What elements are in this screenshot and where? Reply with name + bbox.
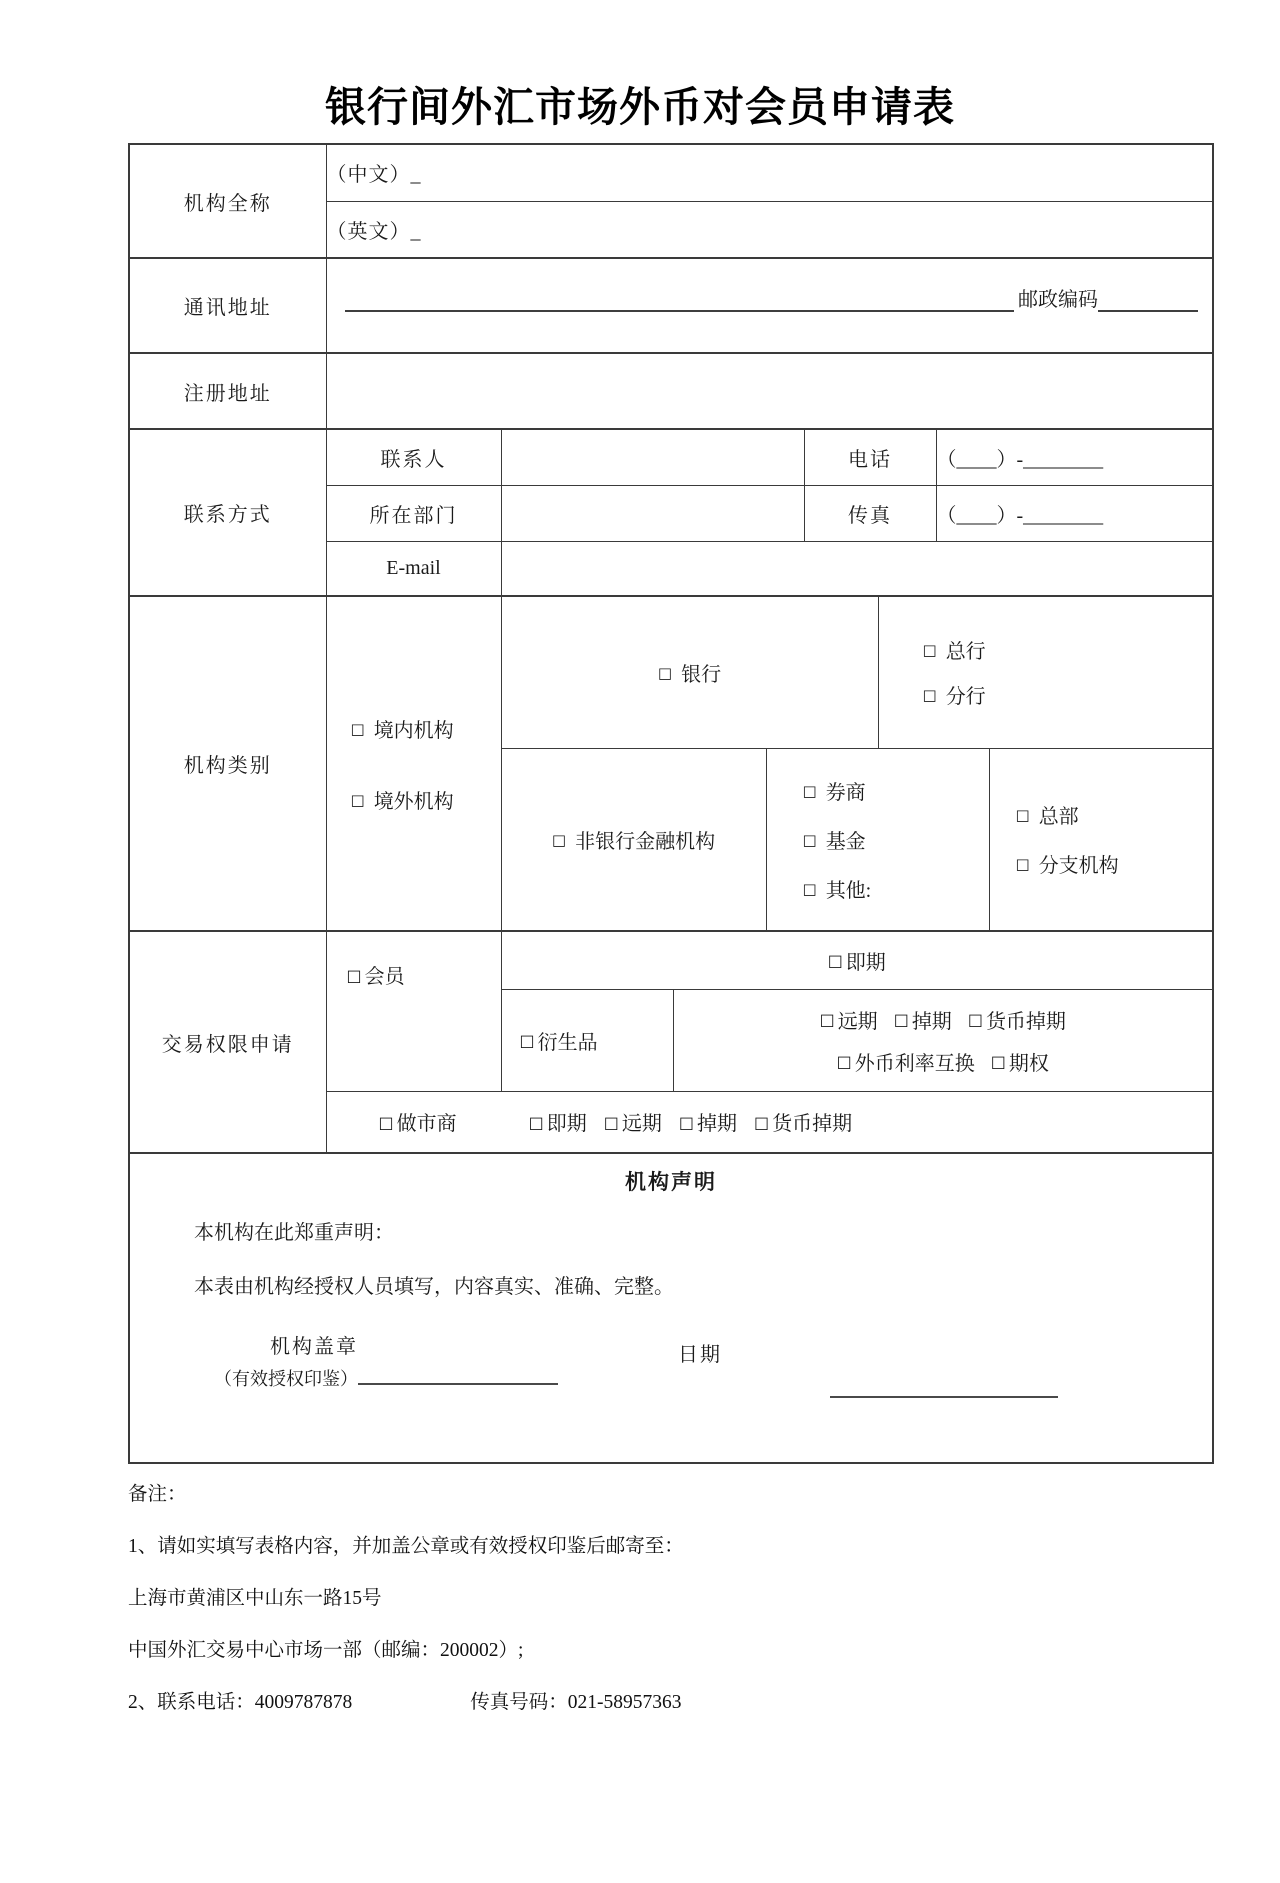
trade-auth-label: 交易权限申请 bbox=[129, 931, 326, 1153]
checkbox-option[interactable]: □ 期权 bbox=[990, 1052, 1049, 1075]
mail-address-field bbox=[326, 258, 1213, 353]
mail-address-line[interactable] bbox=[345, 286, 1015, 312]
checkbox-icon: □ bbox=[893, 1010, 909, 1029]
date-label: 日期 bbox=[678, 1344, 722, 1366]
checkbox-bank[interactable]: □ 银行 bbox=[657, 663, 722, 686]
org-type-label: 机构类别 bbox=[129, 596, 326, 931]
checkbox-icon: □ bbox=[802, 830, 817, 849]
fax-field[interactable]: （____）-________ bbox=[936, 485, 1213, 541]
checkbox-broker[interactable]: □ 券商 bbox=[802, 781, 866, 804]
notes-section bbox=[128, 1478, 1212, 1714]
org-name-cn-field[interactable]: （中文）_ bbox=[326, 144, 1213, 201]
non-bank-type-group bbox=[766, 748, 989, 931]
declaration-line-2: 本表由机构经授权人员填写，内容真实、准确、完整。 bbox=[194, 1276, 674, 1298]
date-line[interactable] bbox=[830, 1376, 1058, 1398]
seal-line[interactable] bbox=[358, 1365, 558, 1385]
checkbox-domestic[interactable]: □ 境内机构 bbox=[350, 719, 454, 742]
checkbox-icon: □ bbox=[378, 1112, 394, 1132]
mail-address-label: 通讯地址 bbox=[129, 258, 326, 353]
checkbox-icon: □ bbox=[802, 879, 817, 898]
checkbox-mm-swap[interactable]: □ 掉期 bbox=[678, 1112, 737, 1136]
org-name-en-field[interactable]: （英文）_ bbox=[326, 201, 1213, 258]
note-address-1: 上海市黄浦区中山东一路15号 bbox=[128, 1588, 382, 1609]
checkbox-icon: □ bbox=[350, 790, 365, 809]
email-field[interactable] bbox=[501, 541, 1213, 596]
derivatives-detail-cell bbox=[673, 989, 1213, 1091]
email-label: E-mail bbox=[326, 541, 501, 596]
seal-block bbox=[214, 1330, 558, 1391]
notes-label: 备注： bbox=[128, 1484, 187, 1505]
checkbox-icon: □ bbox=[1015, 855, 1030, 874]
checkbox-overseas[interactable]: □ 境外机构 bbox=[350, 790, 454, 813]
checkbox-icon: □ bbox=[802, 781, 817, 800]
reg-address-field[interactable] bbox=[326, 353, 1213, 429]
checkbox-mm-currency-swap[interactable]: □ 货币掉期 bbox=[754, 1112, 853, 1136]
postal-code-label: 邮政编码 bbox=[1018, 289, 1098, 311]
market-maker-cell bbox=[326, 1091, 1213, 1153]
contact-person-label: 联系人 bbox=[326, 429, 501, 485]
checkbox-icon: □ bbox=[819, 1010, 835, 1029]
checkbox-fund[interactable]: □ 基金 bbox=[802, 830, 866, 853]
seal-note: （有效授权印鉴） bbox=[214, 1369, 358, 1389]
dept-label: 所在部门 bbox=[326, 485, 501, 541]
phone-label: 电话 bbox=[804, 429, 936, 485]
checkbox-icon: □ bbox=[603, 1112, 619, 1132]
checkbox-icon: □ bbox=[1015, 806, 1030, 825]
declaration-title: 机构声明 bbox=[625, 1170, 717, 1194]
bank-cell bbox=[501, 596, 878, 748]
declaration-line-1: 本机构在此郑重声明： bbox=[194, 1222, 394, 1244]
checkbox-icon: □ bbox=[967, 1010, 983, 1029]
checkbox-icon: □ bbox=[551, 830, 567, 849]
checkbox-non-bank[interactable]: □ 非银行金融机构 bbox=[551, 830, 716, 853]
checkbox-icon: □ bbox=[922, 641, 937, 660]
checkbox-hq[interactable]: □ 总部 bbox=[1015, 806, 1079, 829]
checkbox-branch[interactable]: □ 分行 bbox=[922, 686, 986, 709]
checkbox-spot[interactable]: □ 即期 bbox=[827, 951, 886, 974]
fax-label: 传真 bbox=[804, 485, 936, 541]
checkbox-market-maker[interactable]: □ 做市商 bbox=[378, 1112, 457, 1136]
org-name-label: 机构全称 bbox=[129, 144, 326, 258]
contact-person-field[interactable] bbox=[501, 429, 804, 485]
checkbox-sub-branch[interactable]: □ 分支机构 bbox=[1015, 855, 1119, 878]
hq-level-group bbox=[989, 748, 1213, 931]
contact-fax-text: 传真号码：021-58957363 bbox=[470, 1692, 682, 1713]
checkbox-icon: □ bbox=[754, 1112, 770, 1132]
checkbox-mm-forward[interactable]: □ 远期 bbox=[603, 1112, 662, 1136]
checkbox-icon: □ bbox=[990, 1052, 1006, 1071]
note-contacts bbox=[128, 1686, 1212, 1714]
checkbox-icon: □ bbox=[346, 965, 362, 985]
member-cell bbox=[326, 931, 501, 1091]
checkbox-icon: □ bbox=[678, 1112, 694, 1132]
checkbox-fx-interest-rate-swap[interactable]: □ 外币利率互换 bbox=[836, 1052, 975, 1075]
seal-label: 机构盖章 bbox=[270, 1336, 358, 1358]
dept-field[interactable] bbox=[501, 485, 804, 541]
phone-field[interactable]: （____）-________ bbox=[936, 429, 1213, 485]
reg-address-label: 注册地址 bbox=[129, 353, 326, 429]
checkbox-member[interactable]: □ 会员 bbox=[346, 965, 405, 988]
application-form-table bbox=[128, 143, 1214, 1464]
checkbox-icon: □ bbox=[350, 719, 365, 738]
org-scope-group bbox=[326, 596, 501, 931]
checkbox-forward[interactable]: □ 远期 bbox=[819, 1010, 878, 1033]
contact-phone-text: 2、联系电话：4009787878 bbox=[128, 1692, 353, 1713]
checkbox-swap[interactable]: □ 掉期 bbox=[893, 1010, 952, 1033]
bank-level-group bbox=[878, 596, 1213, 748]
postal-code-line[interactable] bbox=[1098, 286, 1198, 312]
checkbox-head-office[interactable]: □ 总行 bbox=[922, 641, 986, 664]
checkbox-mm-spot[interactable]: □ 即期 bbox=[528, 1112, 587, 1136]
non-bank-cell bbox=[501, 748, 766, 931]
spot-cell bbox=[501, 931, 1213, 989]
note-address-2: 中国外汇交易中心市场一部（邮编：200002）; bbox=[128, 1640, 524, 1661]
checkbox-icon: □ bbox=[827, 951, 843, 971]
note-line-1: 1、请如实填写表格内容，并加盖公章或有效授权印鉴后邮寄至： bbox=[128, 1536, 684, 1557]
checkbox-icon: □ bbox=[922, 686, 937, 705]
checkbox-icon: □ bbox=[528, 1112, 544, 1132]
derivatives-cell bbox=[501, 989, 673, 1091]
checkbox-icon: □ bbox=[657, 663, 673, 682]
page-title: 银行间外汇市场外币对会员申请表 bbox=[325, 84, 955, 130]
checkbox-icon: □ bbox=[836, 1052, 852, 1071]
checkbox-other[interactable]: □ 其他: bbox=[802, 879, 872, 902]
checkbox-icon: □ bbox=[519, 1031, 535, 1050]
checkbox-derivatives[interactable]: □ 衍生品 bbox=[519, 1031, 598, 1054]
contact-label: 联系方式 bbox=[129, 429, 326, 596]
checkbox-currency-swap[interactable]: □ 货币掉期 bbox=[967, 1010, 1066, 1033]
declaration-section bbox=[129, 1153, 1213, 1463]
